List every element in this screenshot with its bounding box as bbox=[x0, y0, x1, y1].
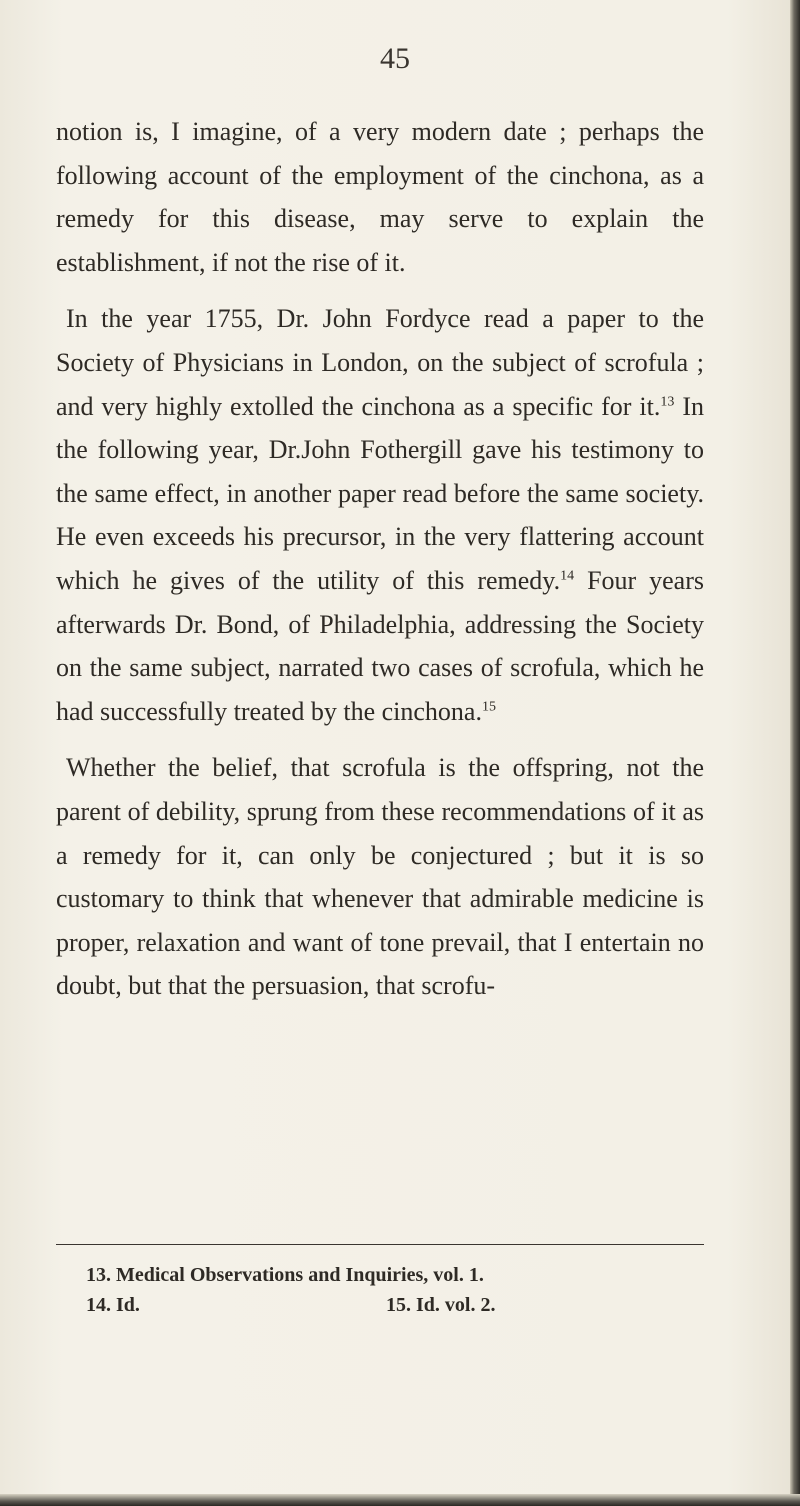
paragraph bbox=[56, 746, 704, 1008]
footnote-row bbox=[86, 1290, 706, 1320]
page-edge-shadow bbox=[790, 0, 800, 1506]
footnote-ref: 15 bbox=[481, 699, 496, 715]
footnote-ref: 14 bbox=[560, 568, 575, 584]
paragraph bbox=[56, 297, 704, 733]
paragraph bbox=[56, 110, 704, 284]
paragraph-text: Four years afterwards Dr. Bond, of Philadelphia, addressing the Society on the same subject, narrated two cases of scrofula, which he had successfully treated by the cinchona. bbox=[56, 565, 705, 726]
footnote-ref: 13 bbox=[660, 393, 675, 409]
footnotes bbox=[86, 1260, 706, 1320]
paragraph-text: Whether the belief, that scrofula is the offspring, not the parent of debility, sprung from these recommendations of it as a remedy for it, can only be conjectured ; but it is so customary to think that whenever that admirable medicine is proper, relaxation and want of tone prevail, that I entertain no doubt, but that the persuasion, that scrofu- bbox=[56, 753, 704, 1001]
page-bottom-edge bbox=[0, 1494, 800, 1506]
paragraph-text: In the following year, Dr.John Fothergill gave his testimony to the same effect, in another paper read before the same society. He even exceeds his precursor, in the very flattering account which he gives of the utility of this remedy. bbox=[56, 391, 704, 595]
paragraph-text: notion is, I imagine, of a very modern date ; perhaps the following account of the employment of the cinchona, as a remedy for this disease, may serve to explain the establishment, if not the rise of it. bbox=[56, 117, 704, 277]
body-text bbox=[56, 110, 704, 1008]
page-number: 45 bbox=[380, 42, 410, 75]
footnote-text: 14. Id. bbox=[86, 1294, 140, 1316]
footnote-divider bbox=[56, 1244, 704, 1245]
footnote-text: 13. Medical Observations and Inquiries, vol. 1. bbox=[86, 1264, 484, 1286]
paragraph-text: In the year 1755, Dr. John Fordyce read a paper to the Society of Physicians in London, on the subject of scrofula ; and very highly extolled the cinchona as a specific for it. bbox=[56, 304, 704, 421]
footnote-row bbox=[86, 1260, 706, 1290]
footnote-text: 15. Id. vol. 2. bbox=[386, 1294, 496, 1316]
